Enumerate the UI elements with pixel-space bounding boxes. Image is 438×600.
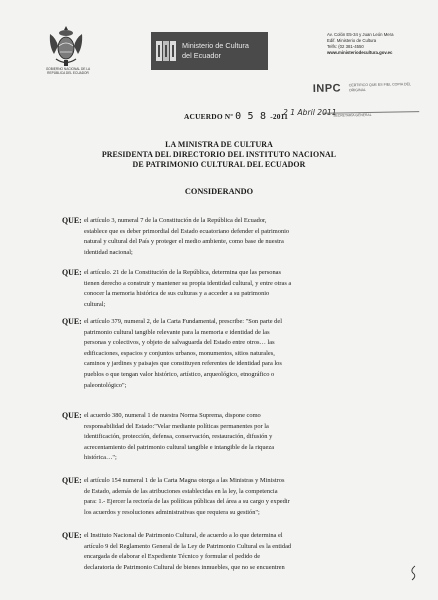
coat-of-arms-icon (46, 24, 86, 68)
acuerdo-year: -2011 (270, 112, 289, 121)
acuerdo-digits: 0 5 8 (235, 111, 267, 122)
ministry-mark-icon (155, 40, 177, 62)
clause-line: encargada de elaborar el Expediente Técnico y formular el pedido de (84, 553, 261, 561)
clause-line: el artículo. 21 de la Constitución de la República, determina que las personas (84, 269, 281, 276)
title-line-1: LA MINISTRA DE CULTURA (165, 140, 273, 149)
title-line-3: DE PATRIMONIO CULTURAL DEL ECUADOR (132, 160, 306, 169)
clause-line: tienen derecho a construir y mantener su propia identidad cultural, y entre otras a (84, 279, 292, 287)
clause-text (84, 268, 414, 310)
clause-line: histórica…"; (84, 454, 117, 462)
stamp-logo: INPC (312, 82, 342, 95)
address-line: Edif. Ministerio de Cultura (327, 38, 377, 43)
stamp-text: CERTIFICO QUE ES FIEL COPIA DEL ORIGINAL (348, 82, 411, 92)
clause-line: declaratoria de Patrimonio Cultural de bienes inmuebles, que no se encuentren (84, 563, 285, 571)
clause-line: los acuerdos y resoluciones administrativas que requiera su gestión"; (84, 508, 260, 516)
clause-line: el artículo 3, numeral 7 de la Constitución de la República del Ecuador, (84, 217, 267, 224)
clause-line: el acuerdo 380, numeral 1 de nuestra Norma Suprema, dispone como (84, 412, 261, 419)
ministry-name-line2: del Ecuador (182, 51, 221, 60)
ministry-name-line1: Ministerio de Cultura (182, 41, 249, 50)
clause-line: natural y cultural del País y proteger el medio ambiente, como base de nuestra (84, 238, 284, 246)
clause-text (84, 531, 414, 573)
clause-line: acrecentamiento del patrimonio cultural tangible e intangible de la riqueza (84, 443, 275, 451)
stamp-footer: SECRETARÍA GENERAL (333, 112, 372, 118)
address-website: www.ministeriodecultura.gov.ec (327, 50, 393, 55)
clause-label: QUE: (62, 216, 82, 225)
title-line-2: PRESIDENTA DEL DIRECTORIO DEL INSTITUTO NACIONAL (101, 150, 337, 159)
clause-line: artículo 9 del Reglamento General de la Ley de Patrimonio Cultural es la entidad (84, 542, 292, 550)
clause-line: cultural; (84, 300, 106, 308)
clause-line: pueblos o que tengan valor histórico, artístico, arqueológico, etnográfico o (84, 370, 275, 378)
ministry-logo (151, 32, 268, 70)
clause-label: QUE: (62, 317, 82, 326)
ministry-address (327, 32, 427, 56)
clause-label: QUE: (62, 531, 82, 540)
acuerdo-prefix: ACUERDO Nº (184, 112, 233, 121)
handwritten-mark-icon (409, 565, 418, 581)
clause-line: establece que es deber primordial del Estado ecuatoriano defender el patrimonio (84, 227, 290, 235)
clause-label: QUE: (62, 268, 82, 277)
clause-label: QUE: (62, 411, 82, 420)
clause-text (84, 317, 414, 391)
clause-line: personas y colectivos, y objeto de salvaguarda del Estado entre otros… las (84, 339, 275, 347)
clause-line: patrimonio cultural tangible relevante para la memoria e identidad de las (84, 328, 270, 336)
clause-line: el artículo 154 numeral 1 de la Carta Magna otorga a las Ministras y Ministros (84, 477, 285, 484)
handwritten-date: 2 1 Abril 2011 (283, 108, 337, 117)
acuerdo-number (184, 111, 288, 122)
clause-text (84, 476, 414, 518)
address-phone: Telfs: (02 381-4550 (327, 44, 364, 49)
clause-line: el Instituto Nacional de Patrimonio Cultural, de acuerdo a lo que determina el (84, 532, 283, 539)
clause-line: responsabilidad del Estado:"Velar mediante políticas permanentes por la (84, 422, 269, 430)
clause-line: caminos y jardines y paisajes que constituyen referentes de identidad para los (84, 360, 282, 368)
clause-line: edificaciones, espacios y conjuntos urbanos, monumentos, sitios naturales, (84, 349, 275, 357)
considerando-heading: CONSIDERANDO (184, 187, 254, 196)
clause-line: identificación, protección, defensa, conservación, restauración, difusión y (84, 433, 273, 441)
coat-caption: GOBIERNO NACIONAL DE LA REPÚBLICA DEL ECUADOR (45, 67, 91, 75)
clause-text (84, 411, 414, 464)
clause-line: identidad nacional; (84, 248, 133, 256)
clause-line: el artículo 379, numeral 2, de la Carta Fundamental, prescribe: "Son parte del (84, 318, 282, 325)
clause-line: para: 1.- Ejercer la rectoría de las políticas públicas del área a su cargo y expedir (84, 498, 290, 506)
clause-text (84, 216, 414, 258)
address-line: Av. Colón E5-34 y Juan León Mera (327, 32, 394, 37)
clause-line: paleontológico"; (84, 381, 127, 389)
clause-label: QUE: (62, 476, 82, 485)
clause-line: conocer la memoria histórica de sus culturas y a acceder a su patrimonio (84, 290, 270, 298)
clause-line: de Estado, además de las atribuciones establecidas en la ley, la competencia (84, 487, 278, 495)
